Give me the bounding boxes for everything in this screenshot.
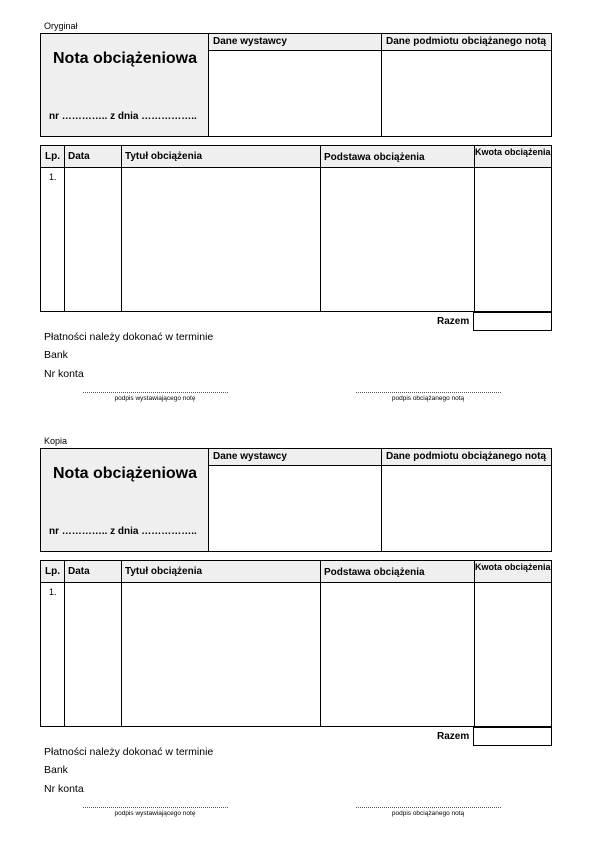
col-date: Data	[64, 561, 121, 583]
debit-note-copy	[0, 415, 600, 839]
col-amount: Kwota obciążenia	[474, 561, 551, 583]
header-box	[40, 448, 552, 552]
col-date: Data	[64, 146, 121, 168]
recipient-data-cell[interactable]	[382, 34, 551, 136]
account-label: Nr konta	[44, 368, 84, 380]
charges-table	[40, 560, 552, 727]
col-basis: Podstawa obciążenia	[320, 561, 474, 583]
payment-term: Płatności należy dokonać w terminie	[44, 746, 214, 758]
number-date-line: nr ………….. z dnia ……………..	[49, 526, 197, 537]
document-title: Nota obciążeniowa	[52, 465, 198, 482]
col-basis: Podstawa obciążenia	[320, 146, 474, 168]
debit-note-original	[0, 0, 600, 424]
payment-term: Płatności należy dokonać w terminie	[44, 331, 214, 343]
recipient-data-cell[interactable]	[382, 449, 551, 551]
bank-label: Bank	[44, 764, 68, 776]
recipient-header: Dane podmiotu obciążanego notą	[382, 34, 551, 51]
recipient-signature: podpis obciążanego notą	[343, 392, 513, 402]
total-label: Razem	[437, 731, 470, 742]
document-title: Nota obciążeniowa	[52, 50, 198, 67]
title-cell	[41, 34, 209, 136]
total-label: Razem	[437, 316, 470, 327]
total-amount-field[interactable]	[473, 312, 552, 331]
issuer-signature: podpis wystawiającego notę	[70, 807, 240, 817]
title-cell	[41, 449, 209, 551]
total-amount-field[interactable]	[473, 727, 552, 746]
number-date-line: nr ………….. z dnia ……………..	[49, 111, 197, 122]
col-lp: Lp.	[41, 146, 64, 168]
recipient-signature: podpis obciążanego notą	[343, 807, 513, 817]
section-label: Kopia	[44, 436, 68, 446]
issuer-data-cell[interactable]	[209, 449, 382, 551]
row-number: 1.	[49, 587, 57, 597]
col-title: Tytuł obciążenia	[121, 561, 320, 583]
col-lp: Lp.	[41, 561, 64, 583]
issuer-header: Dane wystawcy	[209, 449, 381, 466]
issuer-signature: podpis wystawiającego notę	[70, 392, 240, 402]
issuer-data-cell[interactable]	[209, 34, 382, 136]
account-label: Nr konta	[44, 783, 84, 795]
recipient-header: Dane podmiotu obciążanego notą	[382, 449, 551, 466]
col-amount: Kwota obciążenia	[474, 146, 551, 168]
col-title: Tytuł obciążenia	[121, 146, 320, 168]
issuer-header: Dane wystawcy	[209, 34, 381, 51]
header-box	[40, 33, 552, 137]
bank-label: Bank	[44, 349, 68, 361]
row-number: 1.	[49, 172, 57, 182]
section-label: Oryginał	[44, 21, 78, 31]
charges-table	[40, 145, 552, 312]
